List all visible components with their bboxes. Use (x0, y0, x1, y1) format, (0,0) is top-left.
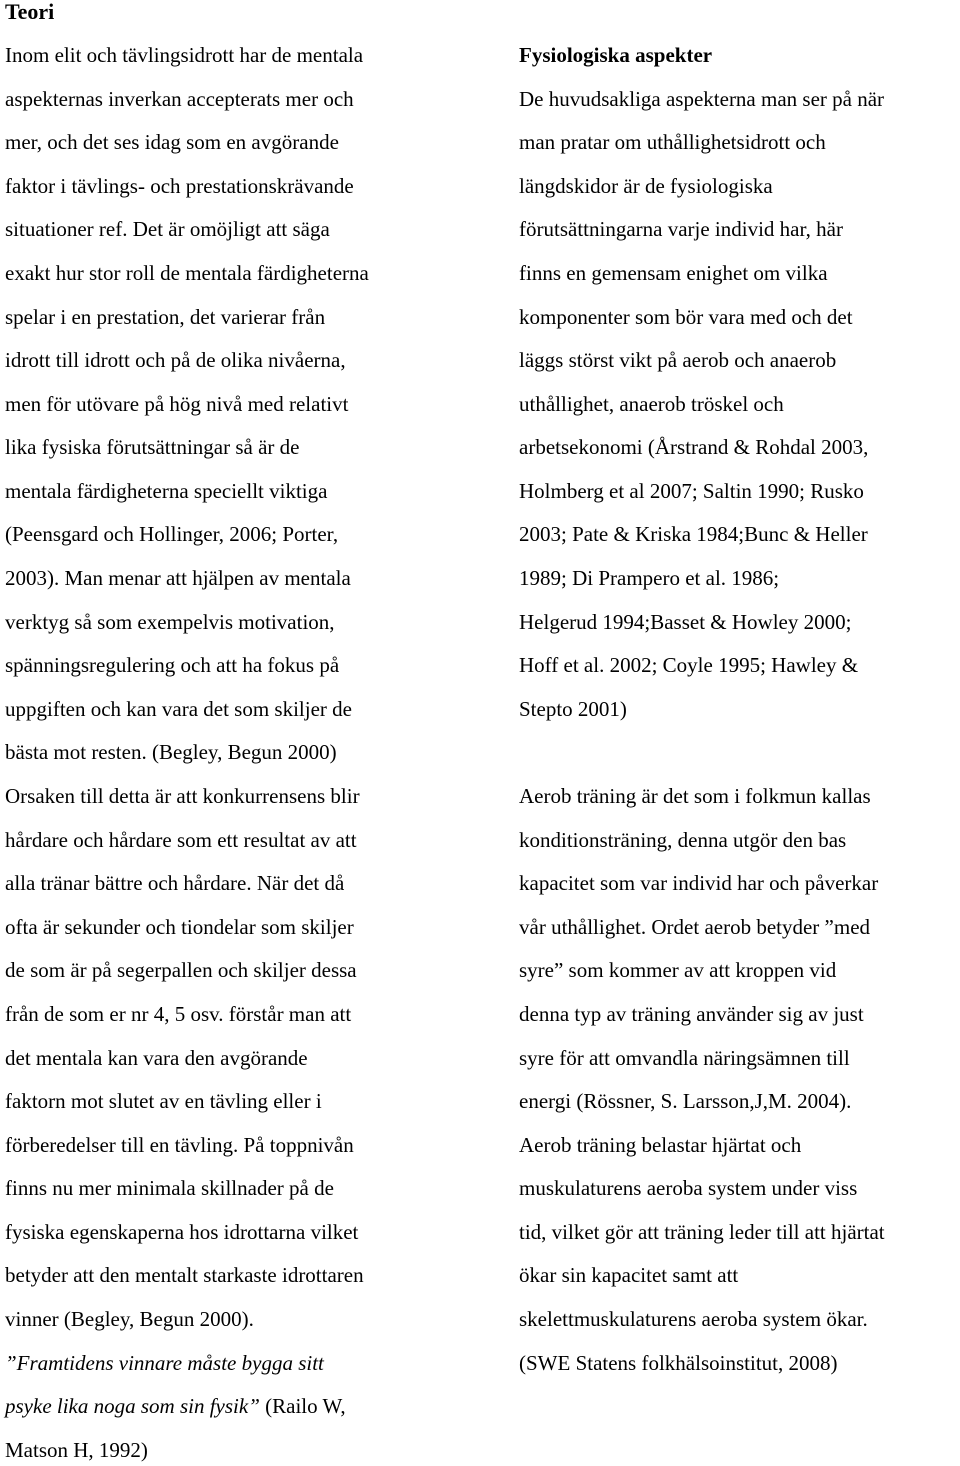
text-line: aspekternas inverkan accepterats mer och (5, 87, 354, 111)
text-line: Orsaken till detta är att konkurrensens blir (5, 784, 360, 808)
quote-line: ”Framtidens vinnare måste bygga sitt (5, 1351, 324, 1375)
text-line: vinner (Begley, Begun 2000). (5, 1307, 254, 1331)
section-heading-teori: Teori (5, 0, 55, 24)
text-line: 2003; Pate & Kriska 1984;Bunc & Heller (519, 522, 868, 546)
text-line: läggs störst vikt på aerob och anaerob (519, 348, 837, 372)
text-line: spelar i en prestation, det varierar från (5, 305, 326, 329)
text-line: Aerob träning belastar hjärtat och (519, 1133, 802, 1157)
text-line: uppgiften och kan vara det som skiljer de (5, 697, 352, 721)
text-line: mentala färdigheterna speciellt viktiga (5, 479, 328, 503)
text-line: syre för att omvandla näringsämnen till (519, 1046, 850, 1070)
text-line: kapacitet som var individ har och påverkar (519, 871, 879, 895)
text-line: vår uthållighet. Ordet aerob betyder ”med (519, 915, 871, 939)
text-line: exakt hur stor roll de mentala färdigheterna (5, 261, 369, 285)
text-line: faktorn mot slutet av en tävling eller i (5, 1089, 322, 1113)
text-line: konditionsträning, denna utgör den bas (519, 828, 847, 852)
text-line: De huvudsakliga aspekterna man ser på när (519, 87, 885, 111)
text-line: hårdare och hårdare som ett resultat av att (5, 828, 357, 852)
text-line: idrott till idrott och på de olika nivåerna, (5, 348, 346, 372)
text-line: förberedelser till en tävling. På toppnivån (5, 1133, 354, 1157)
text-line: betyder att den mentalt starkaste idrottaren (5, 1263, 364, 1287)
text-line: arbetsekonomi (Årstrand & Rohdal 2003, (519, 435, 869, 459)
text-line: alla tränar bättre och hårdare. När det då (5, 871, 345, 895)
text-line: Stepto 2001) (519, 697, 627, 721)
text-line: (Peensgard och Hollinger, 2006; Porter, (5, 522, 339, 546)
text-line: denna typ av träning använder sig av just (519, 1002, 864, 1026)
text-line: faktor i tävlings- och prestationskrävande (5, 174, 354, 198)
text-line: ofta är sekunder och tiondelar som skiljer (5, 915, 354, 939)
text-line: fysiska egenskaperna hos idrottarna vilket (5, 1220, 359, 1244)
text-line: bästa mot resten. (Begley, Begun 2000) (5, 740, 337, 764)
text-line: längdskidor är de fysiologiska (519, 174, 773, 198)
text-line: det mentala kan vara den avgörande (5, 1046, 308, 1070)
text-line: uthållighet, anaerob tröskel och (519, 392, 784, 416)
text-line: från de som er nr 4, 5 osv. förstår man att (5, 1002, 352, 1026)
text-line: (SWE Statens folkhälsoinstitut, 2008) (519, 1351, 838, 1375)
text-line: Hoff et al. 2002; Coyle 1995; Hawley & (519, 653, 859, 677)
text-line: situationer ref. Det är omöjligt att säga (5, 217, 330, 241)
section-heading-fysiologiska-aspekter: Fysiologiska aspekter (519, 43, 713, 67)
text-line: spänningsregulering och att ha fokus på (5, 653, 340, 677)
text-line: Aerob träning är det som i folkmun kallas (519, 784, 871, 808)
text-line: muskulaturens aeroba system under viss (519, 1176, 858, 1200)
text-line: Inom elit och tävlingsidrott har de mentala (5, 43, 364, 67)
text-line: komponenter som bör vara med och det (519, 305, 853, 329)
text-line: mer, och det ses idag som en avgörande (5, 130, 339, 154)
text-line: finns nu mer minimala skillnader på de (5, 1176, 334, 1200)
text-line: skelettmuskulaturens aeroba system ökar. (519, 1307, 868, 1331)
text-line: 1989; Di Prampero et al. 1986; (519, 566, 780, 590)
quote-line-with-citation (5, 1396, 346, 1417)
text-line: energi (Rössner, S. Larsson,J,M. 2004). (519, 1089, 852, 1113)
text-line: syre” som kommer av att kroppen vid (519, 958, 837, 982)
text-line: Helgerud 1994;Basset & Howley 2000; (519, 610, 852, 634)
text-line: förutsättningarna varje individ har, här (519, 217, 843, 241)
text-line: men för utövare på hög nivå med relativt (5, 392, 349, 416)
text-line: lika fysiska förutsättningar så är de (5, 435, 300, 459)
text-line: man pratar om uthållighetsidrott och (519, 130, 826, 154)
text-line: 2003). Man menar att hjälpen av mentala (5, 566, 351, 590)
text-line: de som är på segerpallen och skiljer dessa (5, 958, 357, 982)
text-line: Holmberg et al 2007; Saltin 1990; Rusko (519, 479, 864, 503)
citation-text: (Railo W, (259, 1394, 346, 1418)
text-line: ökar sin kapacitet samt att (519, 1263, 739, 1287)
text-line: verktyg så som exempelvis motivation, (5, 610, 335, 634)
text-line: tid, vilket gör att träning leder till att hjärtat (519, 1220, 885, 1244)
text-line: finns en gemensam enighet om vilka (519, 261, 828, 285)
citation-line: Matson H, 1992) (5, 1438, 148, 1462)
quote-text: psyke lika noga som sin fysik” (5, 1394, 260, 1418)
